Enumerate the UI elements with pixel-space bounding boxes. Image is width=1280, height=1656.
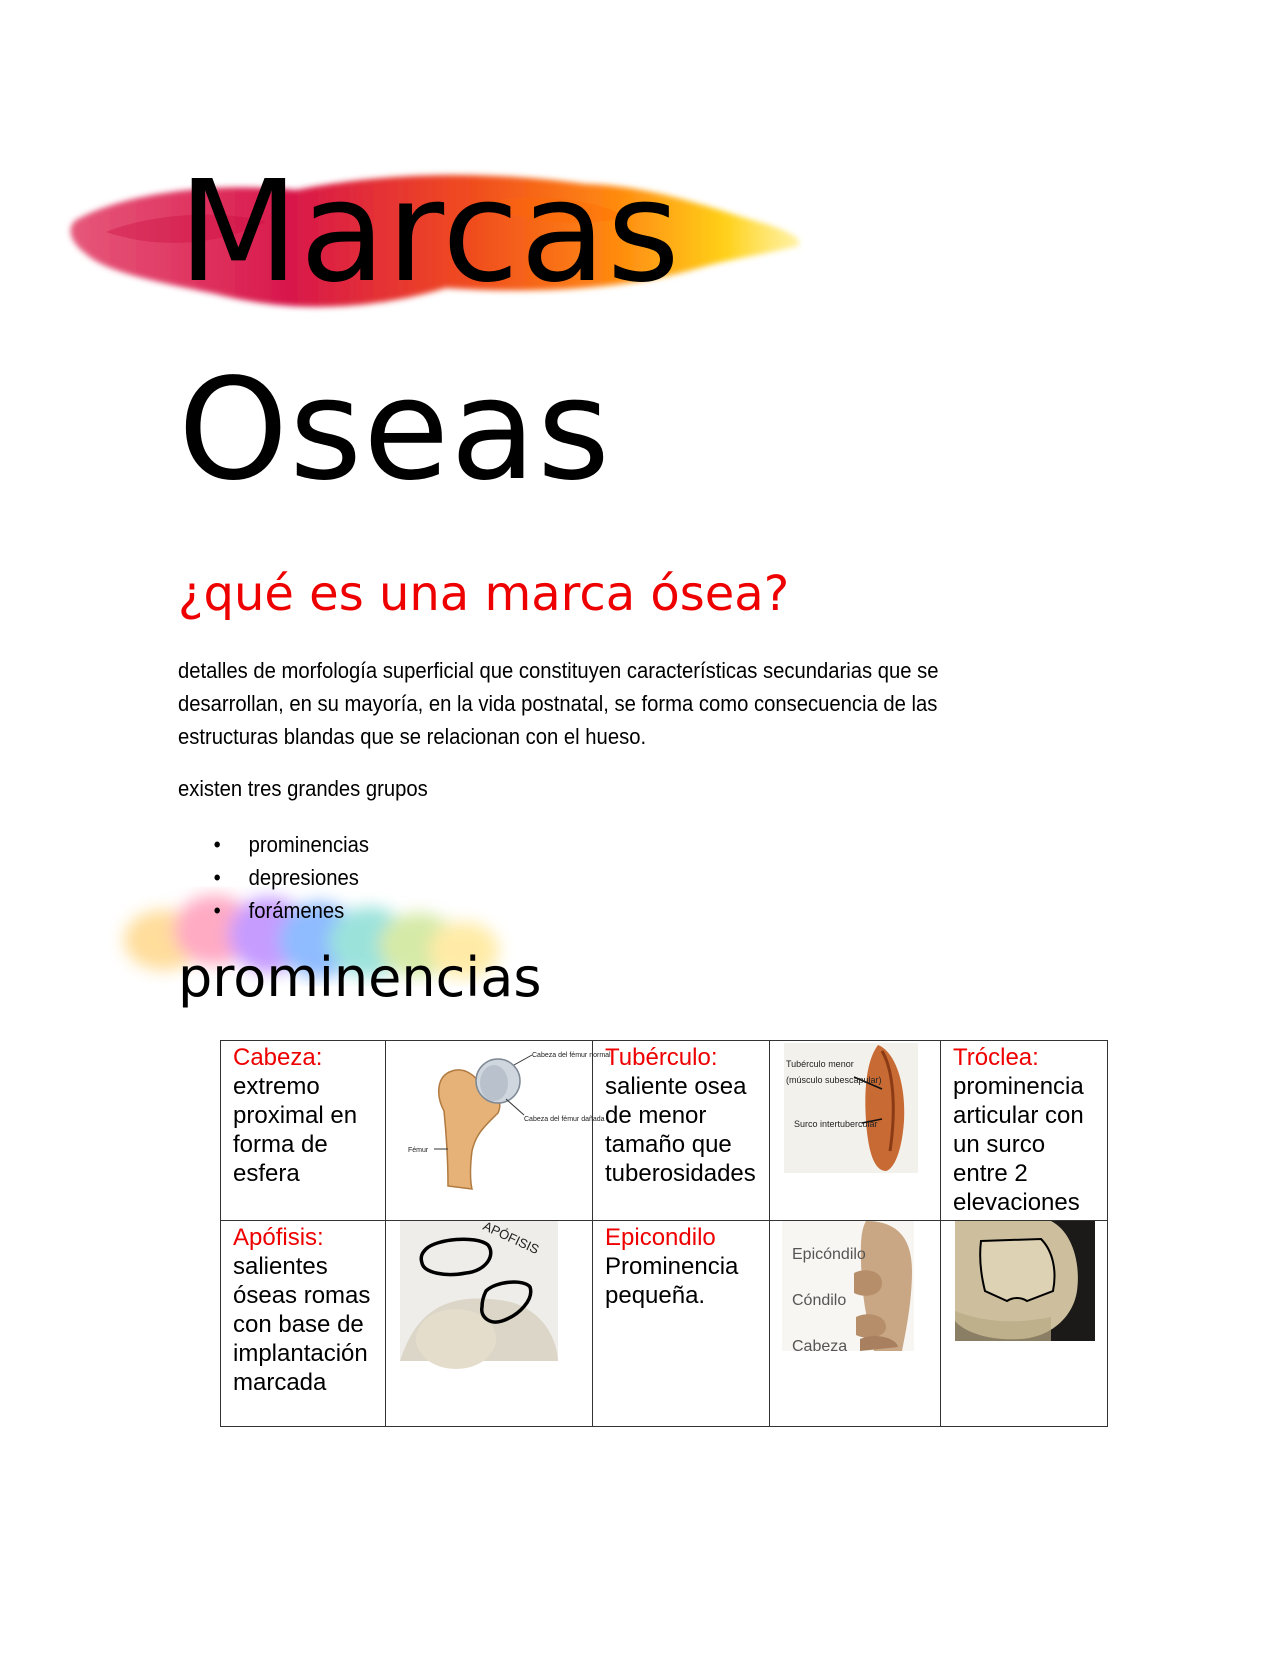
section-heading: prominencias <box>178 946 542 1009</box>
bullet-icon: • <box>213 898 221 923</box>
femur-head-image <box>386 1041 611 1213</box>
definition-paragraph: detalles de morfología superficial que constituyen características secundarias que se desarrollan, en su mayoría, en la vida postnatal, se forma como consecuencia de las estructuras blandas que se relacionan con el hueso. <box>178 658 939 749</box>
list-item: • prominencias <box>210 828 369 861</box>
cell-image-apophysis <box>386 1218 593 1427</box>
question-heading: ¿qué es una marca ósea? <box>178 566 790 622</box>
cell-label: Epicondilo <box>605 1224 716 1251</box>
list-item: • depresiones <box>210 861 369 894</box>
apophysis-image <box>386 1218 592 1419</box>
document-title-line1: Marcas <box>178 151 681 314</box>
image-annotation: Cabeza del fémur dañada <box>524 1116 605 1123</box>
cell-image-trochlea <box>941 1221 1108 1427</box>
image-annotation: Cóndilo <box>792 1292 847 1309</box>
image-annotation: Epicóndilo <box>792 1246 866 1263</box>
image-annotation: Tubérculo menor <box>786 1059 854 1069</box>
cell-description: extremo proximal en forma de esfera <box>233 1073 358 1187</box>
groups-list <box>210 828 383 927</box>
image-annotation: Cabeza del fémur normal <box>532 1052 611 1059</box>
cell-description: salientes óseas romas con base de implantación marcada <box>233 1253 371 1396</box>
trochlea-image <box>941 1221 1107 1419</box>
cell-tuberculo <box>593 1041 770 1221</box>
image-annotation: Surco intertubercular <box>794 1119 878 1129</box>
cell-description: saliente osea de menor tamaño que tuberosidades <box>605 1073 756 1187</box>
groups-intro: existen tres grandes grupos <box>178 776 428 801</box>
epicondyle-image <box>770 1221 940 1419</box>
table-row <box>221 1041 1108 1221</box>
image-annotation: Cabeza <box>792 1338 848 1355</box>
cell-label: Tubérculo: <box>605 1044 718 1071</box>
cell-image-tubercle <box>770 1041 941 1221</box>
image-annotation: Fémur <box>408 1147 429 1154</box>
cell-description: prominencia articular con un surco entre 2 elevaciones <box>953 1073 1084 1216</box>
bullet-icon: • <box>213 832 221 857</box>
cell-cabeza <box>221 1041 386 1221</box>
cell-label: Cabeza: <box>233 1044 323 1071</box>
bone-marks-table <box>220 1040 1108 1427</box>
cell-label: Tróclea: <box>953 1044 1039 1071</box>
bullet-icon: • <box>213 865 221 890</box>
cell-label: Apófisis: <box>233 1224 324 1251</box>
cell-epicondilo <box>593 1221 770 1427</box>
cell-image-femur-head <box>386 1041 611 1221</box>
image-annotation: APÓFISIS <box>480 1218 542 1258</box>
cell-troclea <box>941 1041 1108 1221</box>
document-title-line2: Oseas <box>178 349 611 512</box>
tubercle-image <box>770 1041 940 1213</box>
table-row <box>221 1221 1108 1427</box>
cell-image-epicondyle <box>770 1221 941 1427</box>
list-item: • forámenes <box>210 894 369 927</box>
cell-apofisis <box>221 1221 386 1427</box>
image-annotation: (músculo subescapular) <box>786 1075 882 1085</box>
cell-description: Prominencia pequeña. <box>605 1253 739 1309</box>
